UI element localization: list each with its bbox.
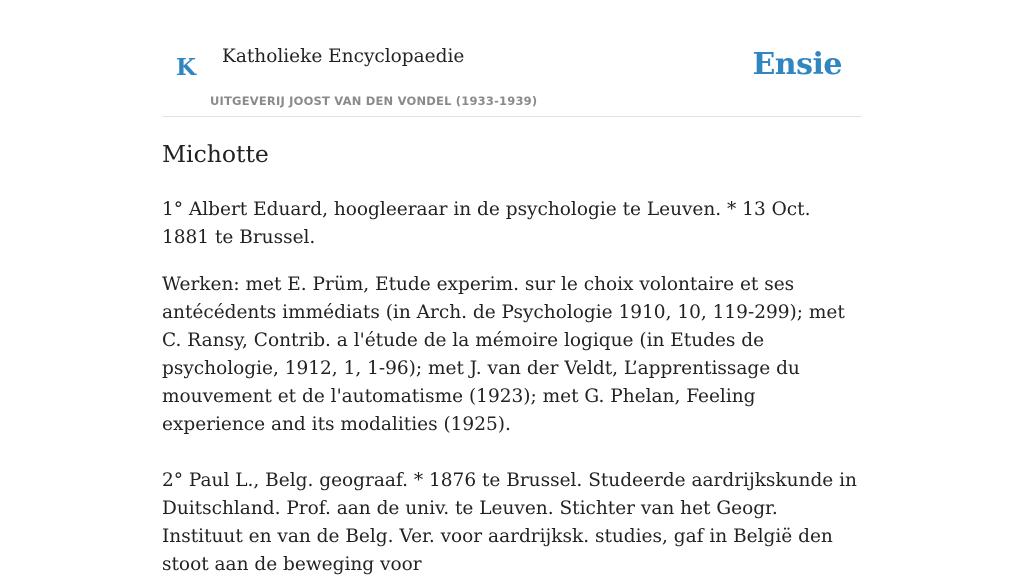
article-title: Michotte [162,140,269,168]
ensie-logo[interactable]: Ensie [752,47,842,82]
encyclopedia-title[interactable]: Katholieke Encyclopaedie [222,46,465,67]
site-header [162,0,862,117]
article-paragraph: Werken: met E. Prüm, Etude experim. sur le choix volontaire et ses antécédents immédiats (in Arch. de Psychologie 1910, 10, 119-299); met C. Ransy, Contrib. a l'étude de la mémoire logique (in Etudes de psychologie, 1912, 1, 1-96); met J. van der Veldt, L’apprentissage du mouvement et de l'automatisme (1923); met G. Phelan, Feeling experience and its modalities (1925). [162,274,845,435]
article-paragraph: 1° Albert Eduard, hoogleeraar in de psychologie te Leuven. * 13 Oct. 1881 te Brussel. [162,199,811,248]
article-content [162,138,862,579]
publisher-subtitle: UITGEVERIJ JOOST VAN DEN VONDEL (1933-1939) [210,94,538,108]
article-paragraph: 2° Paul L., Belg. geograaf. * 1876 te Brussel. Studeerde aardrijkskunde in Duitschland. Prof. aan de univ. te Leuven. Stichter van het Geogr. Instituut en van de Belg. Ver. voor aardrijksk. studies, gaf in België den stoot aan de beweging voor [162,470,857,575]
encyclopedia-logo[interactable]: K [176,54,196,81]
